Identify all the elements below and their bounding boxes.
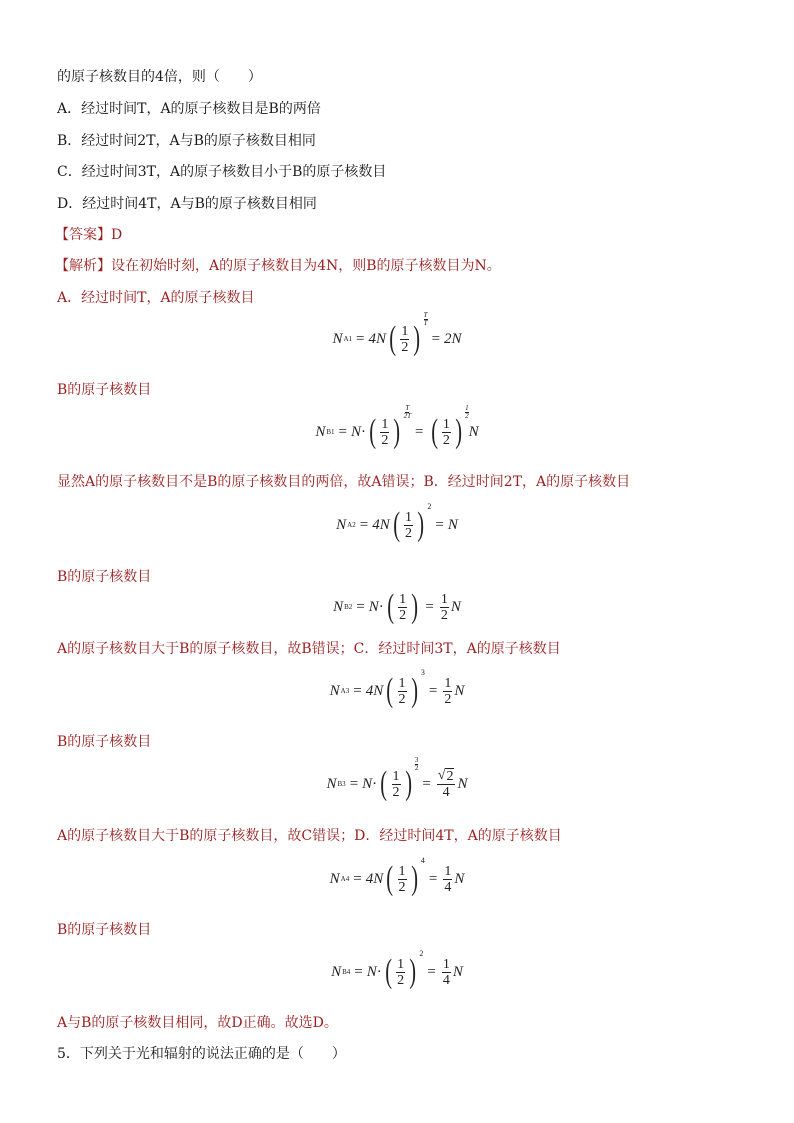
option-b: B．经过时间2T，A与B的原子核数目相同 bbox=[57, 133, 316, 149]
conclusion-a: 显然A的原子核数目不是B的原子核数目的两倍，故A错误；B．经过时间2T，A的原子核数目 bbox=[57, 474, 631, 490]
answer-label: 【答案】 bbox=[55, 227, 111, 243]
step-a-text: A．经过时间T，A的原子核数目 bbox=[57, 290, 255, 306]
equation-nb1: N B1 = N · ( $\frac{1}{2}$ ) $\frac{T}{2T}$ = ( $\frac{1}{2}$ ) 1 2 N bbox=[315, 404, 479, 450]
answer-line bbox=[55, 226, 122, 244]
analysis-text: 设在初始时刻，A的原子核数目为4N，则B的原子核数目为N。 bbox=[111, 258, 501, 274]
equation-nb4: N B4 = N · ( $\frac{1}{2}$ ) 2 = $\frac{1}{4}$ N bbox=[331, 949, 463, 990]
question-continuation: 的原子核数目的4倍，则（ ） bbox=[57, 69, 262, 85]
equation-na1: N A1 = 4N ( $\frac{1}{2}$ ) $\frac{T}{T}$ = 2N bbox=[332, 311, 462, 357]
conclusion-d: A与B的原子核数目相同，故D正确。故选D。 bbox=[57, 1015, 338, 1031]
equation-na2: N A2 = 4N ( $\frac{1}{2}$ ) 2 = N bbox=[336, 502, 458, 543]
b-count-label-2: B的原子核数目 bbox=[57, 569, 152, 585]
answer-value: D bbox=[111, 227, 123, 243]
equation-na3: N A3 = 4N ( $\frac{1}{2}$ ) 3 = $\frac{1}{2}$ N bbox=[329, 668, 465, 709]
analysis-line bbox=[55, 257, 501, 275]
question-5: 5．下列关于光和辐射的说法正确的是（ ） bbox=[57, 1046, 346, 1062]
b-count-label-3: B的原子核数目 bbox=[57, 734, 152, 750]
analysis-label: 【解析】 bbox=[55, 258, 111, 274]
option-c: C．经过时间3T，A的原子核数目小于B的原子核数目 bbox=[57, 164, 387, 180]
conclusion-b: A的原子核数目大于B的原子核数目，故B错误；C．经过时间3T，A的原子核数目 bbox=[57, 641, 561, 657]
b-count-label-4: B的原子核数目 bbox=[57, 922, 152, 938]
equation-na4: N A4 = 4N ( $\frac{1}{2}$ ) 4 = $\frac{1}{4}$ N bbox=[329, 856, 465, 897]
conclusion-c: A的原子核数目大于B的原子核数目，故C错误；D．经过时间4T，A的原子核数目 bbox=[57, 828, 562, 844]
b-count-label-1: B的原子核数目 bbox=[57, 382, 152, 398]
option-d: D．经过时间4T，A与B的原子核数目相同 bbox=[57, 196, 317, 212]
option-a: A．经过时间T，A的原子核数目是B的两倍 bbox=[57, 101, 321, 117]
equation-nb2: N B2 = N · ( $\frac{1}{2}$ ) = $\frac{1}{2}$ N bbox=[333, 588, 461, 625]
equation-nb3: N B3 = N · ( $\frac{1}{2}$ ) $\frac{3}{2}$ = √ 2 4 N bbox=[326, 756, 468, 802]
